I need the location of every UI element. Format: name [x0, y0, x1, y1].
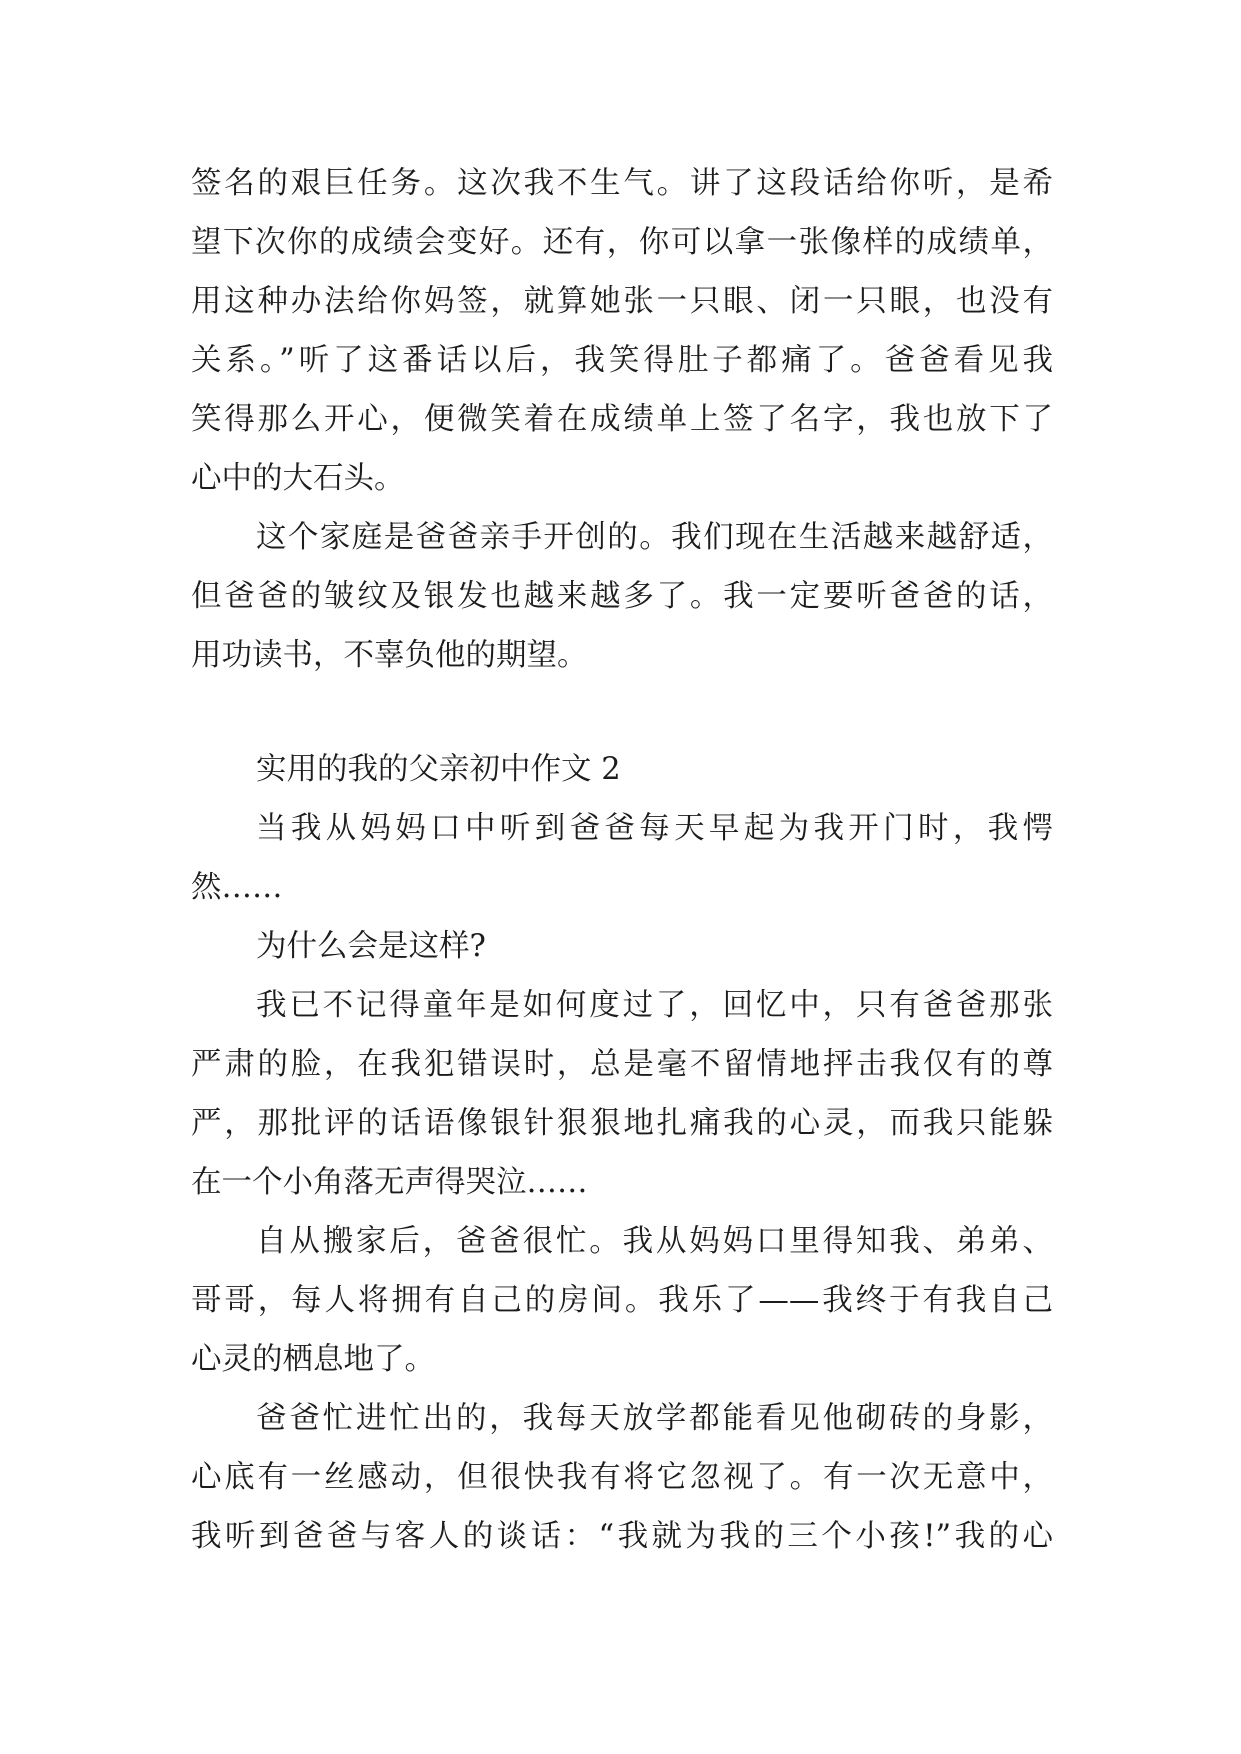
text-line: 用这种办法给你妈签，就算她张一只眼、闭一只眼，也没有 [191, 284, 1053, 319]
text-line: 望下次你的成绩会变好。还有，你可以拿一张像样的成绩单， [191, 225, 1053, 260]
text-line: 严肃的脸，在我犯错误时，总是毫不留情地抨击我仅有的尊 [191, 1047, 1053, 1082]
text-line: 心灵的栖息地了。 [191, 1342, 435, 1377]
text-line: 心中的大石头。 [191, 461, 405, 496]
text-line: 严，那批评的话语像银针狠狠地扎痛我的心灵，而我只能躲 [191, 1106, 1053, 1141]
text-line: 在一个小角落无声得哭泣…… [191, 1165, 588, 1200]
paragraph-first-line: 我已不记得童年是如何度过了，回忆中，只有爸爸那张 [256, 988, 1053, 1023]
text-line: 笑得那么开心，便微笑着在成绩单上签了名字，我也放下了 [191, 402, 1053, 437]
text-line: 但爸爸的皱纹及银发也越来越多了。我一定要听爸爸的话， [191, 579, 1053, 614]
text-line: 我听到爸爸与客人的谈话：“我就为我的三个小孩!”我的心 [191, 1519, 1053, 1554]
paragraph-first-line: 爸爸忙进忙出的，我每天放学都能看见他砌砖的身影， [256, 1401, 1053, 1436]
text-line: 心底有一丝感动，但很快我有将它忽视了。有一次无意中， [191, 1460, 1053, 1495]
paragraph-first-line: 为什么会是这样? [256, 929, 486, 964]
text-line: 然…… [191, 870, 283, 905]
paragraph-first-line: 这个家庭是爸爸亲手开创的。我们现在生活越来越舒适， [256, 520, 1053, 555]
text-line: 关系。”听了这番话以后，我笑得肚子都痛了。爸爸看见我 [191, 343, 1053, 378]
paragraph-first-line: 自从搬家后，爸爸很忙。我从妈妈口里得知我、弟弟、 [256, 1224, 1053, 1259]
paragraph-first-line: 当我从妈妈口中听到爸爸每天早起为我开门时，我愕 [256, 811, 1053, 846]
text-line: 哥哥，每人将拥有自己的房间。我乐了——我终于有我自己 [191, 1283, 1053, 1318]
section-heading: 实用的我的父亲初中作文 2 [256, 752, 621, 787]
text-line: 签名的艰巨任务。这次我不生气。讲了这段话给你听，是希 [191, 166, 1053, 201]
text-line: 用功读书，不辜负他的期望。 [191, 638, 588, 673]
